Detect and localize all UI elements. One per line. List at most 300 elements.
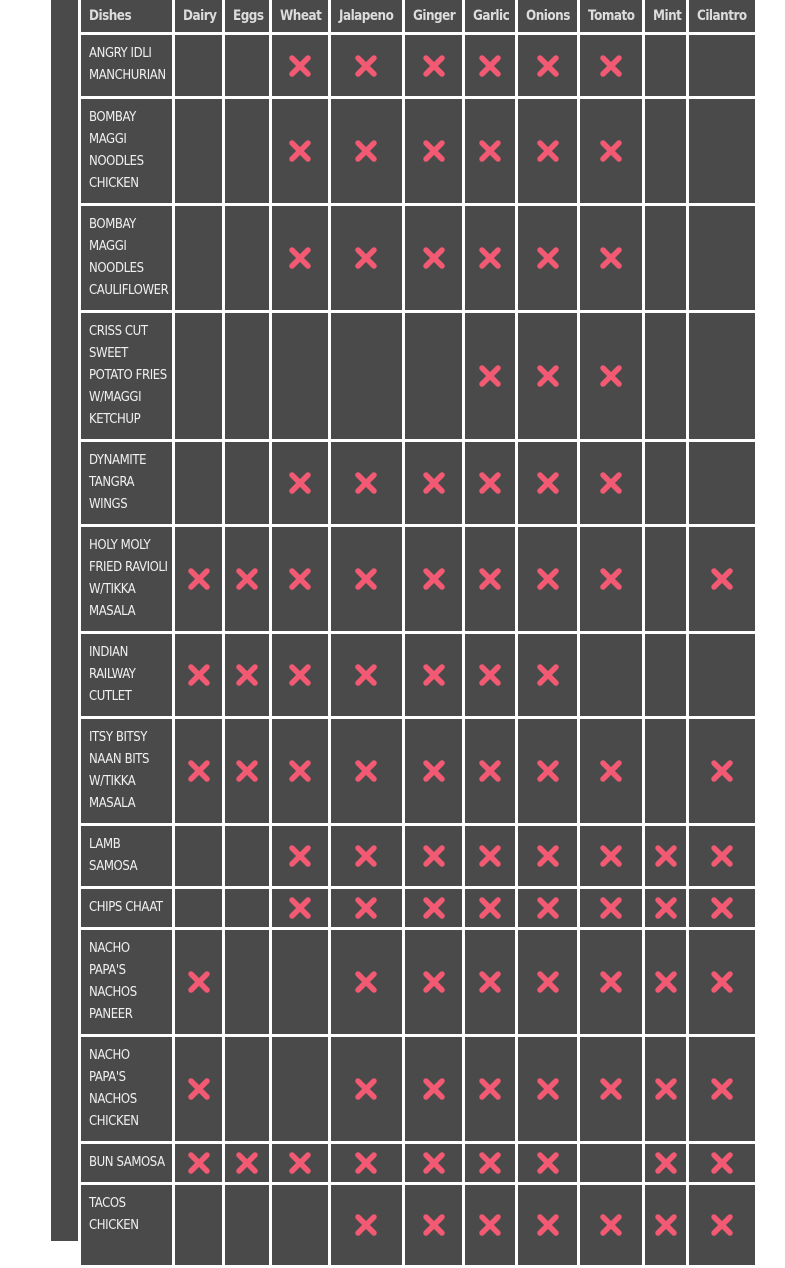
cross-icon <box>536 844 560 868</box>
allergen-cell-wheat <box>272 1185 328 1265</box>
cross-icon <box>288 471 312 495</box>
allergen-cell-garlic <box>465 634 515 716</box>
column-header-label: Ginger <box>413 8 456 24</box>
allergen-cell-cilantro <box>689 719 755 823</box>
allergen-cell-garlic <box>465 930 515 1034</box>
cross-icon <box>422 896 446 920</box>
allergen-cell-dairy <box>175 930 222 1034</box>
cross-icon <box>422 54 446 78</box>
table-row <box>81 889 755 927</box>
allergen-cell-garlic <box>465 826 515 886</box>
cross-icon <box>478 1077 502 1101</box>
dish-name-line: RAILWAY <box>89 667 136 682</box>
cross-icon <box>536 54 560 78</box>
allergen-cell-tomato <box>580 889 642 927</box>
column-header-label: Eggs <box>233 8 264 24</box>
allergen-cell-onions <box>518 826 577 886</box>
cross-icon <box>710 759 734 783</box>
allergen-cell-ginger <box>405 527 462 631</box>
cross-icon <box>710 1151 734 1175</box>
allergen-cell-ginger <box>405 313 462 439</box>
allergen-cell-tomato <box>580 35 642 96</box>
allergen-cell-onions <box>518 442 577 524</box>
allergen-cell-onions <box>518 99 577 203</box>
cross-icon <box>288 139 312 163</box>
allergen-cell-eggs <box>225 527 269 631</box>
allergen-cell-tomato <box>580 442 642 524</box>
allergen-cell-dairy <box>175 719 222 823</box>
dish-name-line: NACHOS <box>89 1092 137 1107</box>
allergen-cell-dairy <box>175 206 222 310</box>
dish-name-line: NACHO <box>89 941 130 956</box>
dish-name-line: W/TIKKA <box>89 582 136 597</box>
column-header-dairy <box>175 0 222 32</box>
cross-icon <box>422 1077 446 1101</box>
column-header-cilantro <box>689 0 755 32</box>
table-row <box>81 1144 755 1182</box>
cross-icon <box>288 567 312 591</box>
allergen-cell-garlic <box>465 1185 515 1265</box>
cross-icon <box>235 1151 259 1175</box>
allergen-cell-dairy <box>175 35 222 96</box>
cross-icon <box>354 663 378 687</box>
allergen-cell-ginger <box>405 889 462 927</box>
cross-icon <box>478 246 502 270</box>
allergen-cell-dairy <box>175 1185 222 1265</box>
cross-icon <box>478 1151 502 1175</box>
dish-name-line: SAMOSA <box>89 859 138 874</box>
cross-icon <box>599 1213 623 1237</box>
cross-icon <box>478 759 502 783</box>
allergen-cell-onions <box>518 889 577 927</box>
cross-icon <box>354 139 378 163</box>
allergen-cell-wheat <box>272 634 328 716</box>
allergen-cell-jalapeno <box>331 1185 402 1265</box>
allergen-cell-cilantro <box>689 442 755 524</box>
cross-icon <box>187 970 211 994</box>
allergen-cell-wheat <box>272 1037 328 1141</box>
cross-icon <box>710 896 734 920</box>
cross-icon <box>354 896 378 920</box>
table-row <box>81 719 755 823</box>
dish-name-line: NOODLES <box>89 154 144 169</box>
table-row <box>81 930 755 1034</box>
allergen-cell-onions <box>518 313 577 439</box>
cross-icon <box>354 1151 378 1175</box>
cross-icon <box>710 1213 734 1237</box>
allergen-cell-ginger <box>405 826 462 886</box>
header-row <box>81 0 755 32</box>
allergen-cell-wheat <box>272 1144 328 1182</box>
table-row <box>81 1037 755 1141</box>
allergen-cell-wheat <box>272 826 328 886</box>
allergen-cell-mint <box>645 99 686 203</box>
column-header-ginger <box>405 0 462 32</box>
cross-icon <box>422 567 446 591</box>
allergen-cell-eggs <box>225 930 269 1034</box>
cross-icon <box>536 896 560 920</box>
dish-name-line: ITSY BITSY <box>89 730 148 745</box>
allergen-cell-tomato <box>580 206 642 310</box>
cross-icon <box>354 1077 378 1101</box>
cross-icon <box>478 663 502 687</box>
cross-icon <box>288 844 312 868</box>
allergen-cell-dairy <box>175 826 222 886</box>
cross-icon <box>654 970 678 994</box>
cross-icon <box>536 364 560 388</box>
cross-icon <box>710 1077 734 1101</box>
allergen-cell-jalapeno <box>331 826 402 886</box>
dish-name-cell <box>81 1037 172 1141</box>
dish-name-line: TANGRA <box>89 475 135 490</box>
cross-icon <box>599 1077 623 1101</box>
cross-icon <box>288 663 312 687</box>
cross-icon <box>654 1077 678 1101</box>
cross-icon <box>187 1077 211 1101</box>
dish-name-line: HOLY MOLY <box>89 538 151 553</box>
allergen-cell-garlic <box>465 719 515 823</box>
cross-icon <box>478 1213 502 1237</box>
allergen-cell-cilantro <box>689 1144 755 1182</box>
allergen-cell-tomato <box>580 930 642 1034</box>
column-header-label: Wheat <box>279 8 322 24</box>
allergen-cell-jalapeno <box>331 313 402 439</box>
allergen-cell-tomato <box>580 527 642 631</box>
dish-name-cell <box>81 99 172 203</box>
allergen-cell-eggs <box>225 99 269 203</box>
cross-icon <box>599 471 623 495</box>
allergen-cell-wheat <box>272 313 328 439</box>
cross-icon <box>354 567 378 591</box>
dish-name-line: SWEET <box>89 346 128 361</box>
allergen-cell-mint <box>645 719 686 823</box>
cross-icon <box>354 54 378 78</box>
allergen-cell-tomato <box>580 1185 642 1265</box>
allergen-cell-mint <box>645 313 686 439</box>
allergen-cell-garlic <box>465 527 515 631</box>
allergen-cell-tomato <box>580 313 642 439</box>
cross-icon <box>654 896 678 920</box>
cross-icon <box>536 1077 560 1101</box>
allergen-cell-wheat <box>272 99 328 203</box>
allergen-cell-jalapeno <box>331 527 402 631</box>
cross-icon <box>536 663 560 687</box>
column-header-label: Tomato <box>588 8 635 24</box>
allergen-cell-dairy <box>175 1037 222 1141</box>
allergen-cell-dairy <box>175 99 222 203</box>
allergen-cell-dairy <box>175 313 222 439</box>
cross-icon <box>478 139 502 163</box>
allergen-cell-wheat <box>272 930 328 1034</box>
allergen-cell-jalapeno <box>331 634 402 716</box>
dish-name-line: DYNAMITE <box>89 453 147 468</box>
column-header-label: Garlic <box>473 8 510 24</box>
cross-icon <box>654 1151 678 1175</box>
allergen-cell-ginger <box>405 35 462 96</box>
column-header-dishes <box>81 0 172 32</box>
cross-icon <box>536 759 560 783</box>
allergen-cell-garlic <box>465 99 515 203</box>
allergen-cell-mint <box>645 889 686 927</box>
cross-icon <box>235 567 259 591</box>
dish-name-line: NACHOS <box>89 985 137 1000</box>
cross-icon <box>599 364 623 388</box>
column-header-jalapeno <box>331 0 402 32</box>
dish-name-line: CAULIFLOWER <box>89 283 169 298</box>
cross-icon <box>478 364 502 388</box>
cross-icon <box>536 139 560 163</box>
dish-name-cell <box>81 634 172 716</box>
cross-icon <box>422 471 446 495</box>
allergen-cell-mint <box>645 527 686 631</box>
allergen-cell-jalapeno <box>331 206 402 310</box>
cross-icon <box>235 759 259 783</box>
table-row <box>81 826 755 886</box>
allergen-cell-eggs <box>225 719 269 823</box>
allergen-cell-eggs <box>225 1185 269 1265</box>
dish-name-line: MAGGI <box>89 132 127 147</box>
cross-icon <box>235 663 259 687</box>
cross-icon <box>599 139 623 163</box>
cross-icon <box>288 896 312 920</box>
column-header-mint <box>645 0 686 32</box>
dish-name-line: FRIED RAVIOLI <box>89 560 168 575</box>
allergen-cell-cilantro <box>689 1037 755 1141</box>
allergen-cell-cilantro <box>689 527 755 631</box>
cross-icon <box>288 54 312 78</box>
allergen-cell-eggs <box>225 634 269 716</box>
allergen-cell-garlic <box>465 1144 515 1182</box>
cross-icon <box>422 970 446 994</box>
allergen-table <box>78 0 758 1268</box>
dish-name-line: MASALA <box>89 796 136 811</box>
cross-icon <box>422 1213 446 1237</box>
cross-icon <box>288 1151 312 1175</box>
allergen-cell-eggs <box>225 826 269 886</box>
allergen-cell-cilantro <box>689 1185 755 1265</box>
dish-name-line: W/MAGGI <box>89 390 142 405</box>
cross-icon <box>478 471 502 495</box>
dish-name-line: BOMBAY <box>89 217 136 232</box>
dish-name-line: LAMB <box>89 837 121 852</box>
allergen-cell-onions <box>518 1144 577 1182</box>
dish-name-cell <box>81 313 172 439</box>
dish-name-line: BUN SAMOSA <box>89 1155 165 1170</box>
cross-icon <box>710 567 734 591</box>
cross-icon <box>536 1151 560 1175</box>
table-row <box>81 35 755 96</box>
allergen-cell-dairy <box>175 527 222 631</box>
dish-name-line: CUTLET <box>89 689 132 704</box>
cross-icon <box>599 759 623 783</box>
allergen-cell-onions <box>518 527 577 631</box>
dish-name-cell <box>81 35 172 96</box>
allergen-cell-dairy <box>175 889 222 927</box>
cross-icon <box>599 844 623 868</box>
allergen-cell-cilantro <box>689 889 755 927</box>
allergen-cell-jalapeno <box>331 889 402 927</box>
cross-icon <box>422 844 446 868</box>
dish-name-cell <box>81 826 172 886</box>
allergen-cell-eggs <box>225 313 269 439</box>
column-header-eggs <box>225 0 269 32</box>
column-header-label: Dishes <box>89 8 132 24</box>
cross-icon <box>187 567 211 591</box>
table-row <box>81 99 755 203</box>
allergen-cell-ginger <box>405 206 462 310</box>
cross-icon <box>422 246 446 270</box>
allergen-cell-garlic <box>465 1037 515 1141</box>
allergen-cell-onions <box>518 1185 577 1265</box>
cross-icon <box>422 759 446 783</box>
cross-icon <box>354 970 378 994</box>
dish-name-line: CHICKEN <box>89 1114 139 1129</box>
allergen-cell-cilantro <box>689 634 755 716</box>
allergen-cell-mint <box>645 1144 686 1182</box>
allergen-cell-mint <box>645 35 686 96</box>
table-row <box>81 527 755 631</box>
cross-icon <box>422 139 446 163</box>
cross-icon <box>354 471 378 495</box>
allergen-cell-onions <box>518 35 577 96</box>
column-header-wheat <box>272 0 328 32</box>
table-row <box>81 442 755 524</box>
allergen-cell-mint <box>645 826 686 886</box>
dish-name-line: POTATO FRIES <box>89 368 167 383</box>
dish-name-line: NAAN BITS <box>89 752 150 767</box>
allergen-cell-cilantro <box>689 206 755 310</box>
cross-icon <box>536 471 560 495</box>
dish-name-cell <box>81 1144 172 1182</box>
allergen-cell-jalapeno <box>331 719 402 823</box>
cross-icon <box>478 54 502 78</box>
allergen-cell-wheat <box>272 527 328 631</box>
allergen-cell-eggs <box>225 442 269 524</box>
dish-name-line: BOMBAY <box>89 110 136 125</box>
allergen-cell-onions <box>518 634 577 716</box>
page-side-bar <box>51 0 81 1241</box>
dish-name-cell <box>81 527 172 631</box>
cross-icon <box>354 844 378 868</box>
dish-name-cell <box>81 206 172 310</box>
allergen-cell-cilantro <box>689 826 755 886</box>
allergen-cell-cilantro <box>689 930 755 1034</box>
allergen-cell-jalapeno <box>331 930 402 1034</box>
dish-name-line: ANGRY IDLI <box>89 46 152 61</box>
allergen-cell-ginger <box>405 930 462 1034</box>
cross-icon <box>187 759 211 783</box>
allergen-cell-garlic <box>465 35 515 96</box>
allergen-cell-wheat <box>272 719 328 823</box>
cross-icon <box>478 896 502 920</box>
cross-icon <box>354 246 378 270</box>
allergen-cell-mint <box>645 1185 686 1265</box>
allergen-cell-eggs <box>225 889 269 927</box>
allergen-cell-tomato <box>580 1037 642 1141</box>
dish-name-line: MAGGI <box>89 239 127 254</box>
allergen-cell-cilantro <box>689 313 755 439</box>
allergen-cell-ginger <box>405 1144 462 1182</box>
dish-name-line: W/TIKKA <box>89 774 136 789</box>
allergen-cell-ginger <box>405 1185 462 1265</box>
cross-icon <box>536 246 560 270</box>
column-header-label: Jalapeno <box>338 8 394 24</box>
cross-icon <box>288 246 312 270</box>
column-header-onions <box>518 0 577 32</box>
dish-name-line: TACOS <box>89 1196 126 1211</box>
cross-icon <box>654 844 678 868</box>
cross-icon <box>536 970 560 994</box>
dish-name-cell <box>81 930 172 1034</box>
column-header-label: Onions <box>526 8 571 24</box>
allergen-cell-onions <box>518 1037 577 1141</box>
dish-name-cell <box>81 889 172 927</box>
allergen-cell-eggs <box>225 1037 269 1141</box>
dish-name-cell <box>81 442 172 524</box>
dish-name-line: INDIAN <box>89 645 128 660</box>
allergen-cell-wheat <box>272 889 328 927</box>
dish-name-cell <box>81 719 172 823</box>
cross-icon <box>599 896 623 920</box>
dish-name-line: PANEER <box>89 1007 133 1022</box>
allergen-cell-dairy <box>175 442 222 524</box>
cross-icon <box>354 1213 378 1237</box>
allergen-cell-jalapeno <box>331 1037 402 1141</box>
table-body <box>81 35 755 1265</box>
cross-icon <box>599 54 623 78</box>
cross-icon <box>422 663 446 687</box>
cross-icon <box>478 844 502 868</box>
allergen-cell-cilantro <box>689 35 755 96</box>
cross-icon <box>478 567 502 591</box>
allergen-table-viewport[interactable] <box>78 0 747 1241</box>
allergen-cell-cilantro <box>689 99 755 203</box>
allergen-cell-tomato <box>580 634 642 716</box>
allergen-cell-ginger <box>405 99 462 203</box>
dish-name-line: PAPA'S <box>89 963 126 978</box>
cross-icon <box>187 1151 211 1175</box>
allergen-cell-dairy <box>175 1144 222 1182</box>
table-row <box>81 1185 755 1265</box>
allergen-cell-wheat <box>272 206 328 310</box>
column-header-label: Cilantro <box>697 8 747 24</box>
cross-icon <box>599 567 623 591</box>
dish-name-line: NOODLES <box>89 261 144 276</box>
allergen-cell-garlic <box>465 206 515 310</box>
allergen-cell-mint <box>645 930 686 1034</box>
allergen-cell-dairy <box>175 634 222 716</box>
allergen-cell-ginger <box>405 442 462 524</box>
allergen-cell-mint <box>645 206 686 310</box>
allergen-cell-mint <box>645 1037 686 1141</box>
column-header-garlic <box>465 0 515 32</box>
allergen-cell-tomato <box>580 719 642 823</box>
allergen-cell-jalapeno <box>331 1144 402 1182</box>
allergen-cell-ginger <box>405 634 462 716</box>
allergen-cell-eggs <box>225 35 269 96</box>
table-row <box>81 313 755 439</box>
dish-name-line: CHIPS CHAAT <box>89 900 163 915</box>
allergen-cell-onions <box>518 719 577 823</box>
dish-name-cell <box>81 1185 172 1265</box>
column-header-tomato <box>580 0 642 32</box>
dish-name-line: CHICKEN <box>89 1218 139 1233</box>
dish-name-line: WINGS <box>89 497 128 512</box>
allergen-cell-ginger <box>405 719 462 823</box>
allergen-cell-mint <box>645 634 686 716</box>
table-row <box>81 206 755 310</box>
table-row <box>81 634 755 716</box>
